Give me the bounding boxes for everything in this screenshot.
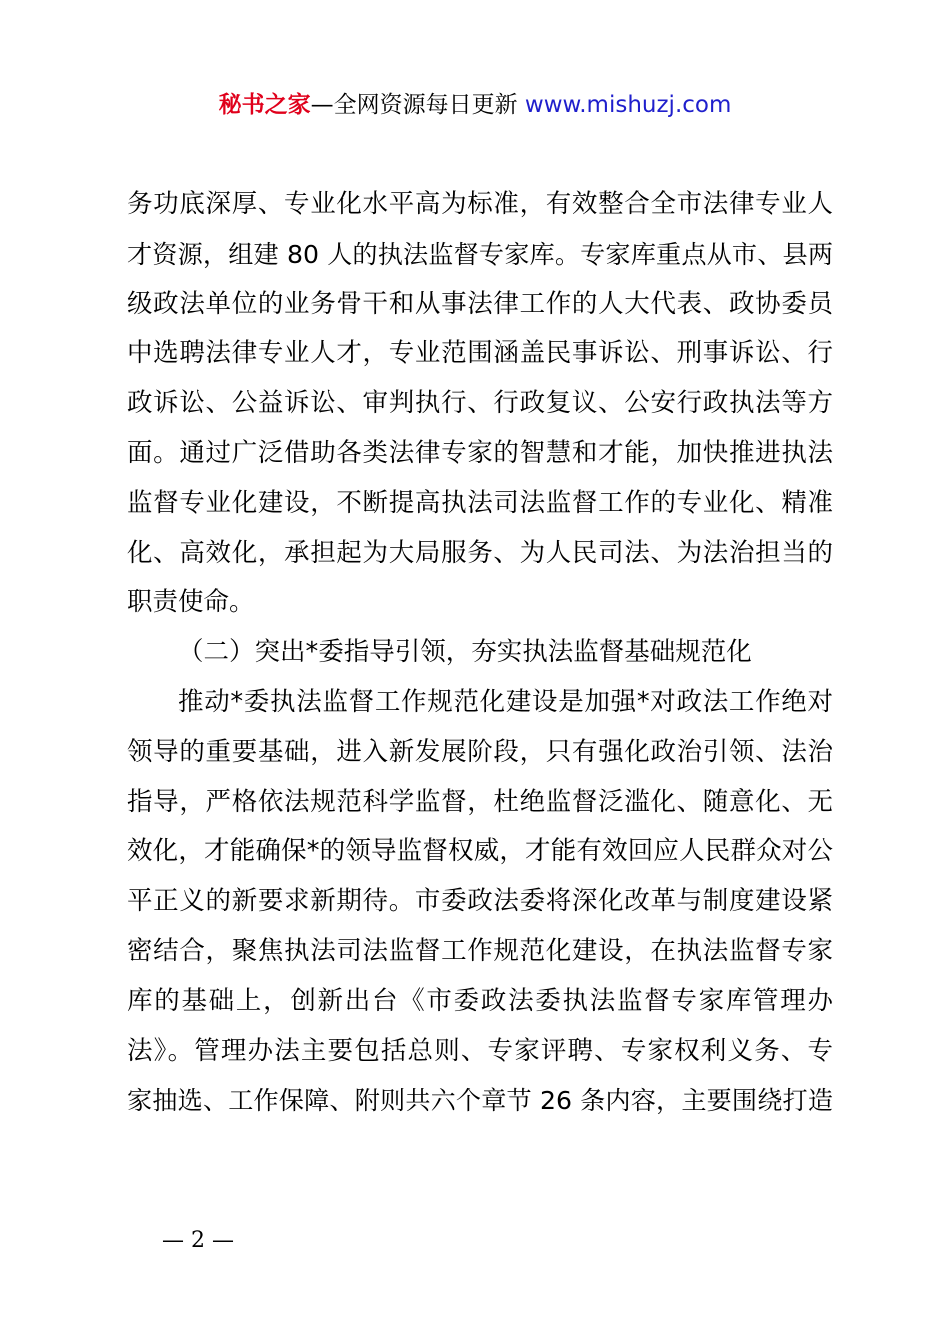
document-body <box>127 180 833 1126</box>
body-line: 库的基础上，创新出台《市委政法委执法监督专家库管理办 <box>127 985 833 1016</box>
section-heading: （二）突出*委指导引领，夯实执法监督基础规范化 <box>178 637 752 668</box>
site-brand: 秘书之家 <box>218 92 311 118</box>
site-url: www.mishuzj.com <box>524 92 732 118</box>
body-line: 才资源，组建 80 人的执法监督专家库。专家库重点从市、县两 <box>127 239 833 269</box>
body-line: 密结合，聚焦执法司法监督工作规范化建设，在执法监督专家 <box>127 935 833 966</box>
body-line: 政诉讼、公益诉讼、审判执行、行政复议、公安行政执法等方 <box>127 388 833 419</box>
body-line: 中选聘法律专业人才，专业范围涵盖民事诉讼、刑事诉讼、行 <box>127 338 833 369</box>
body-line: 化、高效化，承担起为大局服务、为人民司法、为法治担当的 <box>127 537 833 568</box>
body-line: 面。通过广泛借助各类法律专家的智慧和才能，加快推进执法 <box>127 437 833 468</box>
body-line: 务功底深厚、专业化水平高为标准，有效整合全市法律专业人 <box>127 189 833 219</box>
site-tagline: —全网资源每日更新 <box>310 92 525 118</box>
body-line: 效化，才能确保*的领导监督权威，才能有效回应人民群众对公 <box>127 836 833 867</box>
body-line: 家抽选、工作保障、附则共六个章节 26 条内容，主要围绕打造 <box>127 1086 833 1116</box>
body-line: 领导的重要基础，进入新发展阶段，只有强化政治引领、法治 <box>127 736 833 767</box>
body-line: 推动*委执法监督工作规范化建设是加强*对政法工作绝对 <box>178 686 833 717</box>
body-line: 监督专业化建设，不断提高执法司法监督工作的专业化、精准 <box>127 487 833 518</box>
body-line: 级政法单位的业务骨干和从事法律工作的人大代表、政协委员 <box>127 288 833 319</box>
body-line: 平正义的新要求新期待。市委政法委将深化改革与制度建设紧 <box>127 886 833 917</box>
page-number: — 2 — <box>162 1228 234 1253</box>
body-line: 职责使命。 <box>127 587 255 618</box>
body-line: 指导，严格依法规范科学监督，杜绝监督泛滥化、随意化、无 <box>127 786 833 817</box>
site-header <box>0 88 950 122</box>
body-line: 法》。管理办法主要包括总则、专家评聘、专家权利义务、专 <box>127 1035 833 1066</box>
